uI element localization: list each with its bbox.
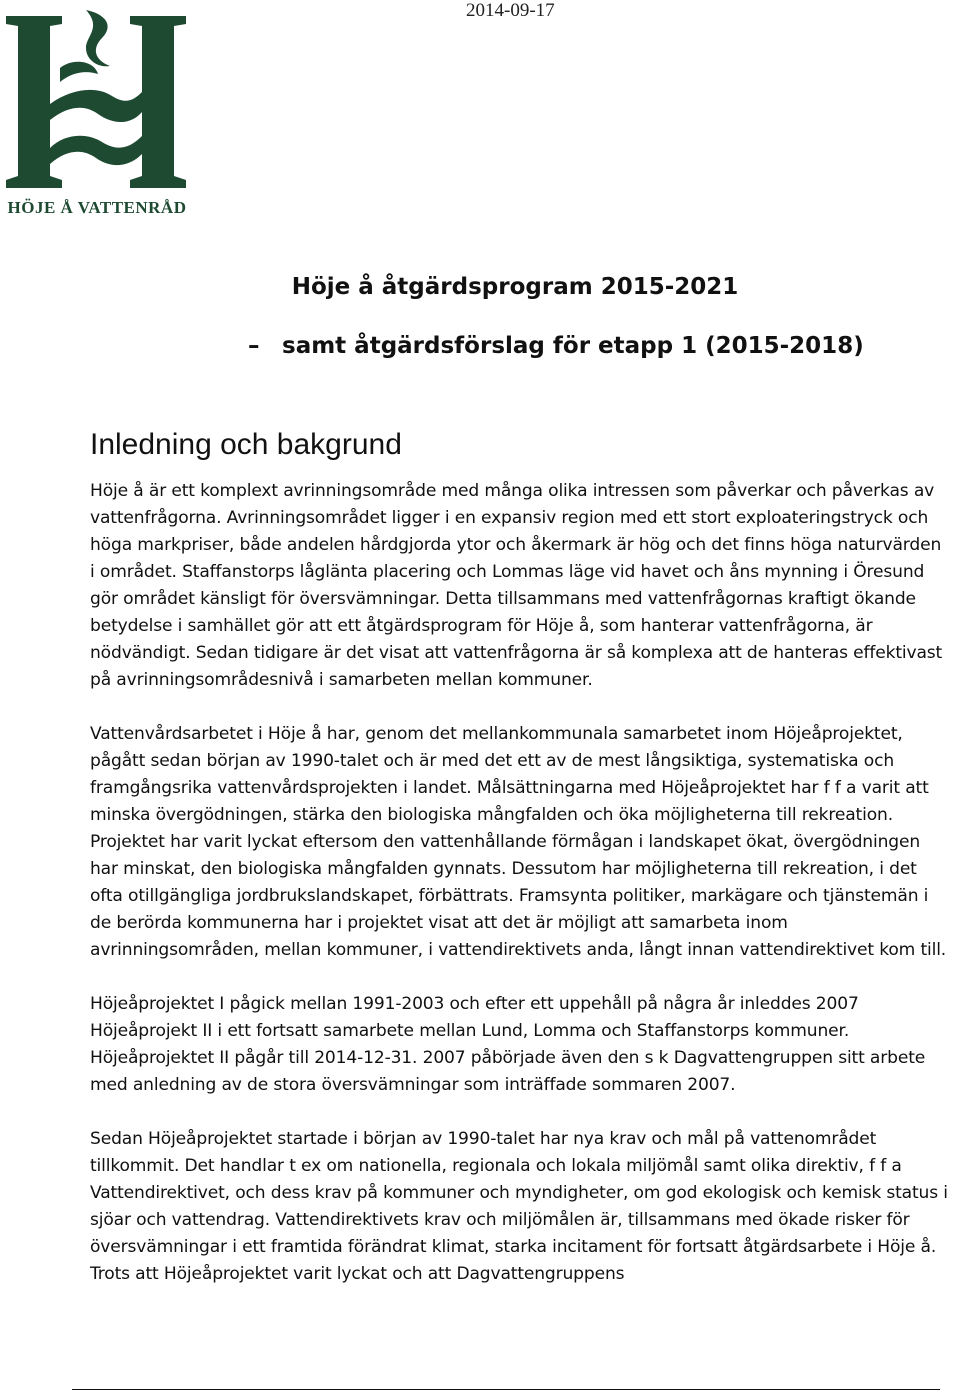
paragraph-projects: Höjeåprojektet I pågick mellan 1991-2003 och efter ett uppehåll på några år inleddes 2007 Höjeåprojekt II i ett fortsatt samarbete mellan Lund, Lomma och Staffanstorps kommuner. Höjeåprojektet II pågår till 2014-12-31. 2007 påbörjade även den s k Dagvattengruppen sitt arbete med anledning av de stora översvämningar som inträffade sommaren 2007. (90, 994, 926, 1095)
logo-caption: HÖJE Å VATTENRÅD (7, 198, 187, 217)
section-body (90, 478, 950, 1315)
subtitle-text: samt åtgärdsförslag för etapp 1 (2015-2018) (282, 333, 864, 359)
paragraph-history: Vattenvårdsarbetet i Höje å har, genom det mellankommunala samarbetet inom Höjeåprojektet, pågått sedan början av 1990-talet och är med det ett av de mest långsiktiga, systematiska och framgångsrika vattenvårdsprojekten i landet. Målsättningarna med Höjeåprojektet har f f a varit att minska övergödningen, stärka den biologiska mångfalden och öka möjligheterna till rekreation. Projektet har varit lyckat eftersom den vattenhållande förmågan i landskapet ökat, övergödningen har minskat, den biologiska mångfalden gynnats. Dessutom har möjligheterna till rekreation, i det ofta otillgängliga jordbrukslandskapet, förbättrats. Framsynta politiker, markägare och tjänstemän i de berörda kommunerna har i projektet visat att det är möjligt att samarbeta inom avrinningsområden, mellan kommuner, i vattendirektivets anda, långt innan vattendirektivet kom till. (90, 724, 947, 960)
logo-h-emblem-icon (2, 8, 188, 194)
subtitle-dash: – (248, 333, 260, 359)
hoje-a-vattenrad-logo (2, 8, 188, 217)
paragraph-intro: Höje å är ett komplext avrinningsområde med många olika intressen som påverkar och påverkas av vattenfrågorna. Avrinningsområdet ligger i en expansiv region med ett stort exploateringstryck och höga markpriser, både andelen hårdgjorda ytor och åkermark är hög och det finns höga naturvärden i området. Staffanstorps låglänta placering och Lommas läge vid havet och åns mynning i Öresund gör området känsligt för översvämningar. Detta tillsammans med vattenfrågornas kraftigt ökande betydelse i samhället gör att ett åtgärdsprogram för Höje å, som hanterar vattenfrågorna, är nödvändigt. Sedan tidigare är det visat att vattenfrågorna är så komplexa att de hanteras effektivast på avrinningsområdesnivå i samarbeten mellan kommuner. (90, 481, 943, 690)
paragraph-requirements: Sedan Höjeåprojektet startade i början av 1990-talet har nya krav och mål på vattenområdet tillkommit. Det handlar t ex om nationella, regionala och lokala miljömål samt olika direktiv, f f a Vattendirektivet, och dess krav på kommuner och myndigheter, om god ekologisk och kemisk status i sjöar och vattendrag. Vattendirektivets krav och miljömålen är, tillsammans med ökade risker för översvämningar i ett framtida förändrat klimat, starka incitament för fortsatt åtgärdsarbete i Höje å. Trots att Höjeåprojektet varit lyckat och att Dagvattengruppens (90, 1129, 948, 1284)
footer-divider (72, 1389, 940, 1390)
page-title: Höje å åtgärdsprogram 2015-2021 (291, 274, 739, 300)
page-subtitle (248, 333, 864, 359)
section-heading: Inledning och bakgrund (90, 428, 402, 461)
document-date: 2014-09-17 (466, 0, 555, 21)
